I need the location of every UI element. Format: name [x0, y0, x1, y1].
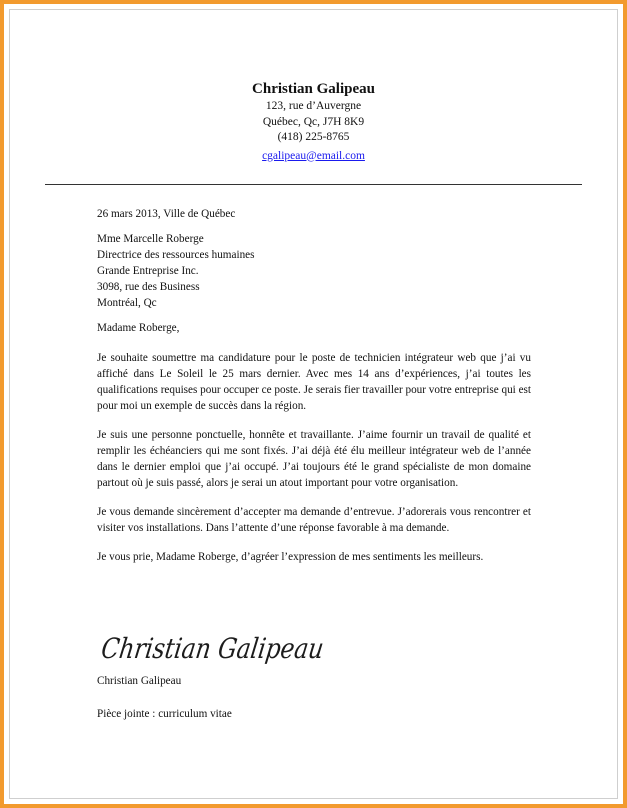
sender-name: Christian Galipeau	[252, 81, 375, 97]
signed-name: Christian Galipeau	[97, 675, 182, 687]
body-paragraph: Je vous demande sincèrement d’accepter ma demande d’entrevue. J’adorerais vous rencontrer et visiter vos installations. Dans l’attente d’une réponse favorable à ma demande.	[97, 506, 531, 534]
sender-city: Québec, Qc, J7H 8K9	[262, 115, 365, 128]
recipient-line: Mme Marcelle Roberge	[97, 233, 204, 245]
recipient-line: Directrice des ressources humaines	[97, 249, 255, 261]
recipient-line: 3098, rue des Business	[97, 281, 200, 293]
header-divider	[45, 184, 582, 185]
closing-formula: Je vous prie, Madame Roberge, d’agréer l’expression de mes sentiments les meilleurs.	[97, 551, 484, 563]
body-paragraph: Je souhaite soumettre ma candidature pour le poste de technicien intégrateur web que j’ai vu affiché dans Le Soleil le 25 mars dernier. Avec mes 14 ans d’expériences, j’ai toutes les qualifications requises pour occuper ce poste. Je serais fier travailler pour votre entreprise qui est pour moi un exemple de succès dans la région.	[97, 352, 531, 412]
signature-text: Christian Galipeau	[99, 632, 370, 665]
sender-email-link[interactable]: cgalipeau@email.com	[262, 149, 365, 162]
sender-street: 123, rue d’Auvergne	[265, 100, 362, 112]
letterhead	[0, 80, 627, 164]
salutation: Madame Roberge,	[97, 322, 180, 334]
body-paragraph: Je suis une personne ponctuelle, honnête et travaillante. J’aime fournir un travail de qualité et remplir les échéanciers qui me sont fixés. J’ai déjà été élu meilleur intégrateur web de l’année dans le dernier emploi que j’ai occupé. J’ai toujours été le grand spécialiste de mon domaine partout où je suis passé, alors je serai un atout important pour votre organisation.	[97, 429, 531, 489]
attachment-note: Pièce jointe : curriculum vitae	[97, 708, 232, 720]
recipient-line: Grande Entreprise Inc.	[97, 265, 199, 277]
handwritten-signature	[99, 624, 370, 670]
letter-body	[97, 206, 531, 565]
sender-phone: (418) 225-8765	[277, 131, 350, 143]
recipient-address	[97, 231, 531, 311]
recipient-line: Montréal, Qc	[97, 297, 157, 309]
letter-date: 26 mars 2013, Ville de Québec	[97, 208, 236, 220]
